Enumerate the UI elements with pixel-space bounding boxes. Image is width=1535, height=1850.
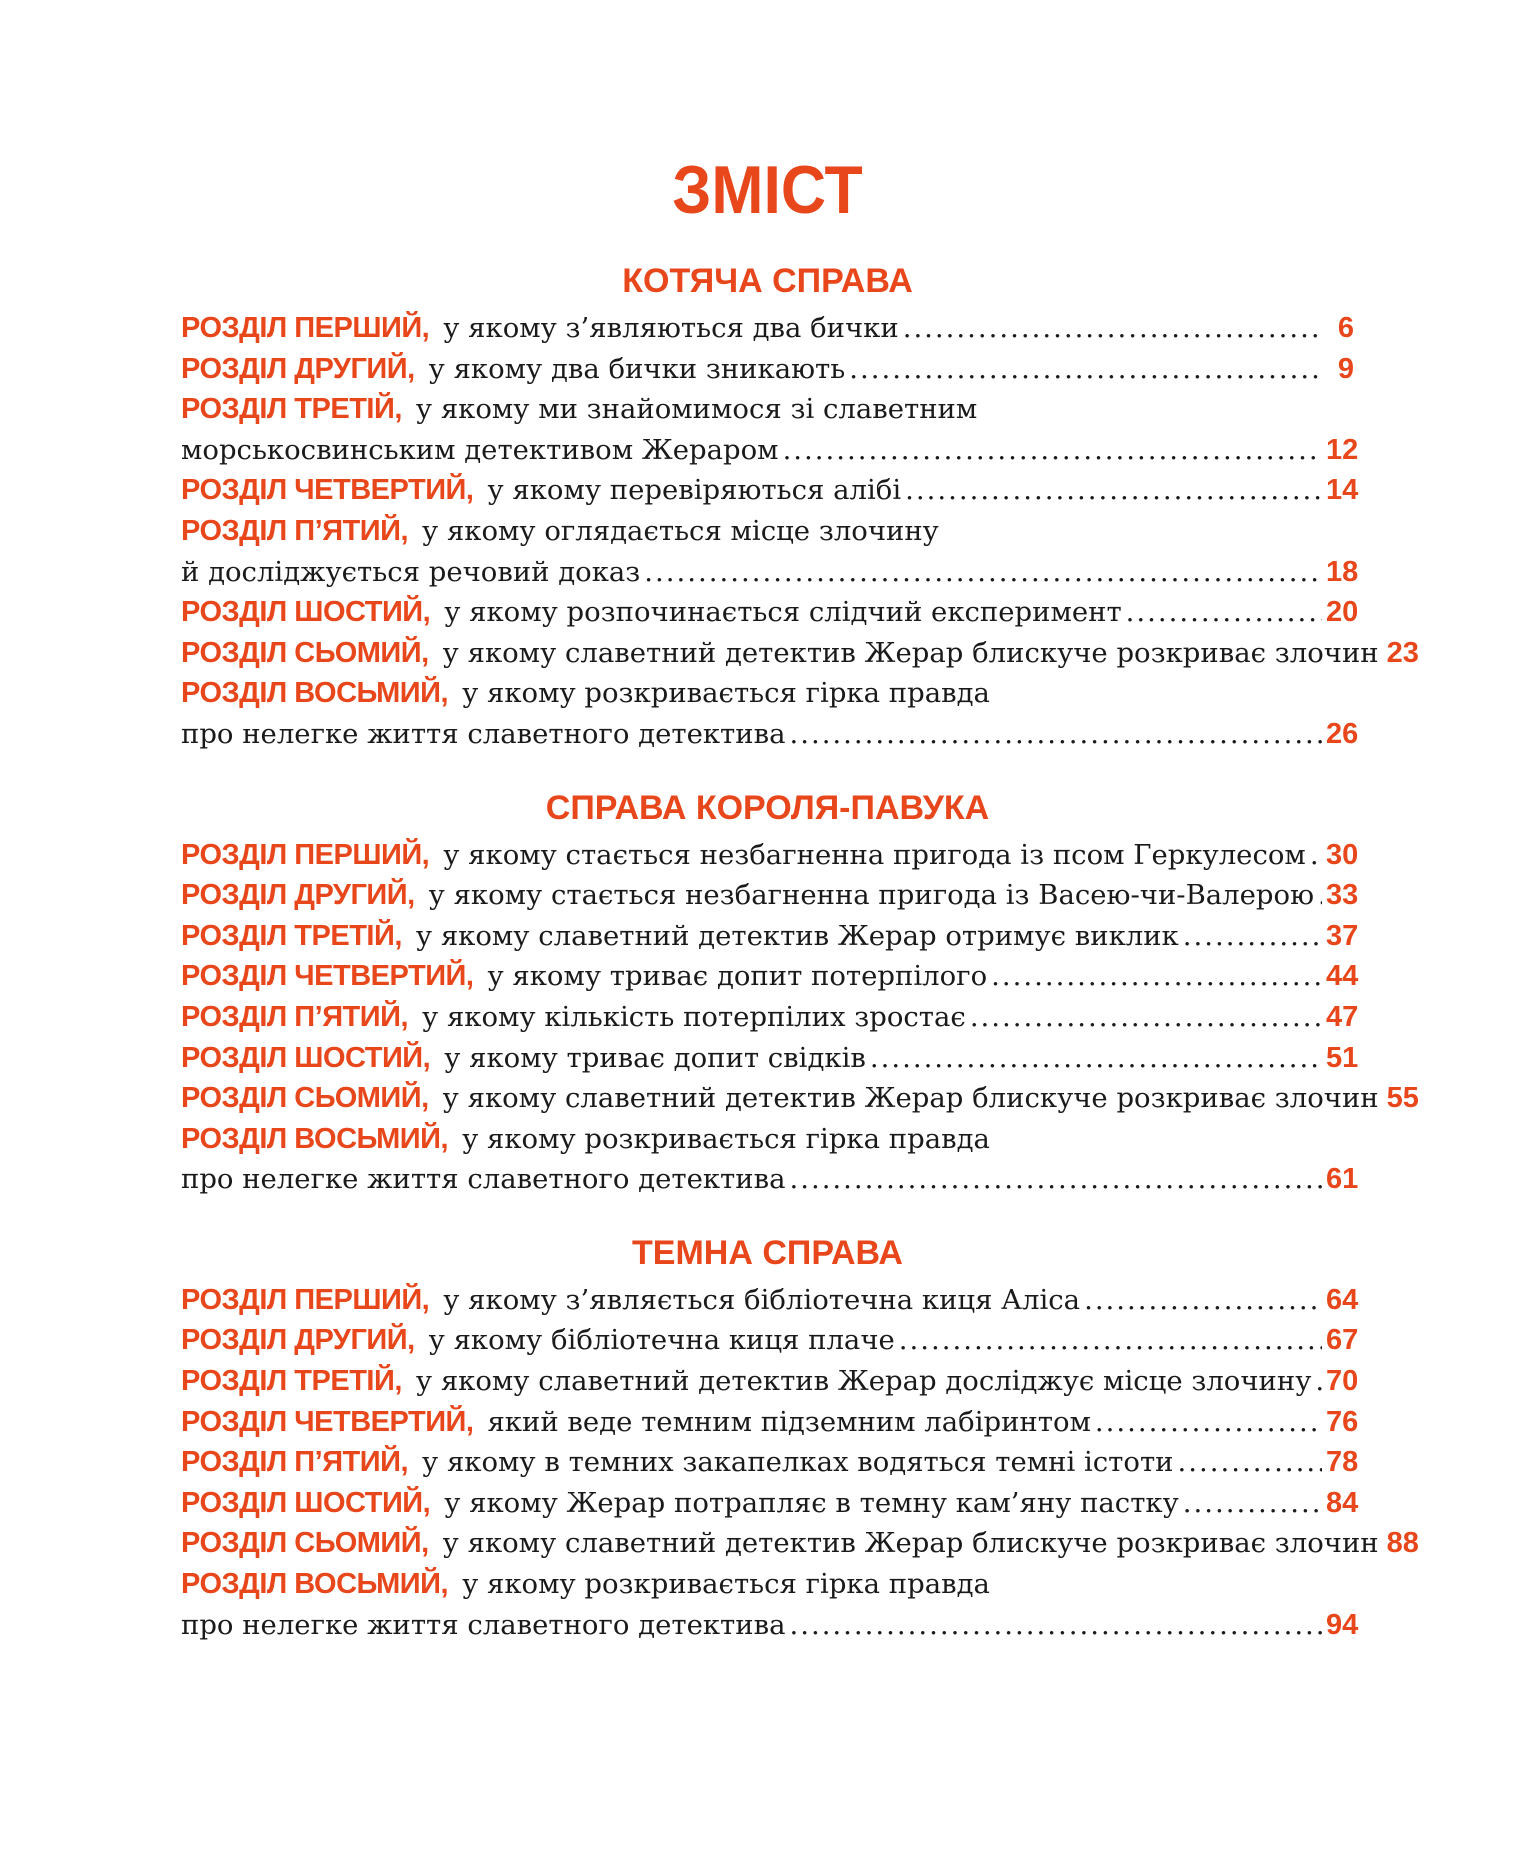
dot-leader xyxy=(849,349,1322,390)
chapter-description: у якому кількість потерпілих зростає xyxy=(422,1000,966,1033)
chapter-label: РОЗДІЛ СЬОМИЙ, xyxy=(181,1527,429,1560)
toc-entry[interactable] xyxy=(181,1038,1359,1079)
page-number: 88 xyxy=(1386,1527,1419,1560)
chapter-label: РОЗДІЛ ПЕРШИЙ, xyxy=(181,1283,430,1316)
chapter-description: у якому оглядається місце злочину xyxy=(422,514,939,547)
toc-entry[interactable] xyxy=(181,875,1359,916)
toc-entry[interactable] xyxy=(181,1361,1359,1402)
dot-leader xyxy=(1183,1483,1322,1524)
toc-entry[interactable] xyxy=(181,997,1359,1038)
toc-entry-row xyxy=(181,389,1354,430)
chapter-label: РОЗДІЛ ДРУГИЙ, xyxy=(181,879,415,912)
table-of-contents xyxy=(181,258,1419,1675)
chapter-label: РОЗДІЛ ДРУГИЙ, xyxy=(181,352,415,385)
dot-leader xyxy=(899,1320,1322,1361)
toc-entry-row xyxy=(181,633,1419,674)
chapter-description: у якому розкривається гірка правда xyxy=(462,1568,990,1601)
toc-section xyxy=(181,785,1419,1200)
chapter-label: РОЗДІЛ СЬОМИЙ, xyxy=(181,636,429,669)
toc-entry-row xyxy=(181,956,1359,997)
chapter-label: РОЗДІЛ П’ЯТИЙ, xyxy=(181,514,409,547)
section-title: ТЕМНА СПРАВА xyxy=(632,1233,903,1272)
toc-entry[interactable] xyxy=(181,835,1359,876)
chapter-description: у якому славетний детектив Жерар досліджує місце злочину xyxy=(415,1365,1312,1398)
toc-entry-row xyxy=(181,470,1359,511)
page-number: 37 xyxy=(1326,919,1359,952)
toc-entry[interactable] xyxy=(181,308,1354,349)
chapter-description: у якому триває допит свідків xyxy=(444,1041,866,1074)
chapter-description: у якому триває допит потерпілого xyxy=(487,960,988,993)
page-number: 23 xyxy=(1386,636,1419,669)
chapter-description: у якому з’являється бібліотечна киця Аліса xyxy=(443,1283,1081,1316)
chapter-label: РОЗДІЛ ТРЕТІЙ, xyxy=(181,393,402,426)
chapter-label: РОЗДІЛ ДРУГИЙ, xyxy=(181,1324,415,1357)
page-number: 76 xyxy=(1326,1405,1359,1438)
page-number: 33 xyxy=(1326,879,1359,912)
toc-entry-row xyxy=(181,1483,1359,1524)
toc-entry-row-continued xyxy=(181,1159,1359,1200)
page-number: 55 xyxy=(1386,1082,1419,1115)
toc-entry-row xyxy=(181,1320,1359,1361)
toc-entry-row xyxy=(181,349,1354,390)
chapter-description: у якому розкривається гірка правда xyxy=(462,1122,990,1155)
toc-entry-row xyxy=(181,997,1359,1038)
chapter-description: у якому бібліотечна киця плаче xyxy=(428,1324,895,1357)
toc-entry-row xyxy=(181,1078,1419,1119)
page-number: 30 xyxy=(1326,838,1359,871)
page-number: 6 xyxy=(1337,312,1354,344)
chapter-description: у якому в темних закапелках водяться темні істоти xyxy=(422,1446,1174,1479)
dot-leader xyxy=(903,308,1322,349)
chapter-description: у якому стається незбагненна пригода із Васею-чи-Валерою xyxy=(428,879,1315,912)
chapter-label: РОЗДІЛ ЧЕТВЕРТИЙ, xyxy=(181,960,474,993)
chapter-description: у якому славетний детектив Жерар блискуче розкриває злочин xyxy=(442,636,1379,669)
chapter-label: РОЗДІЛ ПЕРШИЙ, xyxy=(181,838,430,871)
chapter-description-continued: про нелегке життя славетного детектива xyxy=(181,717,786,750)
dot-leader xyxy=(970,997,1322,1038)
toc-entry[interactable] xyxy=(181,633,1419,674)
toc-entry[interactable] xyxy=(181,1320,1359,1361)
toc-entry-row xyxy=(181,835,1359,876)
chapter-label: РОЗДІЛ ЧЕТВЕРТИЙ, xyxy=(181,1405,474,1438)
page-number: 47 xyxy=(1326,1000,1359,1033)
page-number: 18 xyxy=(1326,555,1359,588)
chapter-description: у якому славетний детектив Жерар блискуче розкриває злочин xyxy=(442,1527,1379,1560)
toc-entry[interactable] xyxy=(181,1402,1359,1443)
dot-leader xyxy=(789,714,1322,755)
toc-section xyxy=(181,1230,1419,1645)
toc-entry-row-continued xyxy=(181,1605,1359,1646)
page-number: 84 xyxy=(1326,1486,1359,1519)
toc-entry[interactable] xyxy=(181,673,1359,754)
dot-leader xyxy=(1178,1442,1323,1483)
page-number: 51 xyxy=(1326,1041,1359,1074)
toc-entry-row xyxy=(181,592,1359,633)
chapter-description-continued: про нелегке життя славетного детектива xyxy=(181,1608,786,1641)
page-title: ЗМІСТ xyxy=(672,152,863,228)
toc-entry[interactable] xyxy=(181,349,1354,390)
toc-entry-row-continued xyxy=(181,714,1359,755)
page-number: 12 xyxy=(1326,433,1359,466)
dot-leader xyxy=(1126,592,1322,633)
page-number: 70 xyxy=(1326,1365,1359,1398)
toc-entry[interactable] xyxy=(181,1523,1419,1564)
chapter-description: у якому славетний детектив Жерар блискуче розкриває злочин xyxy=(442,1082,1379,1115)
chapter-description: у якому розкривається гірка правда xyxy=(462,677,990,710)
chapter-description: у якому славетний детектив Жерар отримує виклик xyxy=(415,919,1179,952)
toc-entry[interactable] xyxy=(181,470,1359,511)
toc-entry-row xyxy=(181,916,1359,957)
dot-leader xyxy=(1318,875,1322,916)
toc-entry-row xyxy=(181,1442,1359,1483)
chapter-description: у якому Жерар потрапляє в темну кам’яну пастку xyxy=(444,1486,1179,1519)
dot-leader xyxy=(1095,1402,1322,1443)
toc-entry[interactable] xyxy=(181,956,1359,997)
dot-leader xyxy=(789,1159,1322,1200)
toc-entry[interactable] xyxy=(181,1280,1359,1321)
page-number: 44 xyxy=(1326,960,1359,993)
chapter-description-continued: про нелегке життя славетного детектива xyxy=(181,1163,786,1196)
chapter-label: РОЗДІЛ ВОСЬМИЙ, xyxy=(181,677,449,710)
toc-entry-row xyxy=(181,1402,1359,1443)
chapter-description: у якому з’являються два бички xyxy=(443,312,899,344)
dot-leader xyxy=(1084,1280,1322,1321)
chapter-label: РОЗДІЛ П’ЯТИЙ, xyxy=(181,1446,409,1479)
toc-entry[interactable] xyxy=(181,916,1359,957)
chapter-label: РОЗДІЛ ТРЕТІЙ, xyxy=(181,919,402,952)
chapter-label: РОЗДІЛ ШОСТИЙ, xyxy=(181,1486,431,1519)
chapter-label: РОЗДІЛ ВОСЬМИЙ, xyxy=(181,1568,449,1601)
dot-leader xyxy=(1310,835,1322,876)
toc-entry[interactable] xyxy=(181,1442,1359,1483)
section-title: СПРАВА КОРОЛЯ-ПАВУКА xyxy=(545,788,990,827)
chapter-label: РОЗДІЛ ТРЕТІЙ, xyxy=(181,1365,402,1398)
page-number: 67 xyxy=(1326,1324,1359,1357)
toc-entry[interactable] xyxy=(181,389,1359,470)
chapter-label: РОЗДІЛ ЧЕТВЕРТИЙ, xyxy=(181,474,474,507)
toc-entry-row xyxy=(181,1564,1354,1605)
dot-leader xyxy=(991,956,1322,997)
toc-entry[interactable] xyxy=(181,592,1359,633)
page-number: 14 xyxy=(1326,474,1359,507)
toc-entry-row xyxy=(181,308,1354,349)
toc-entry[interactable] xyxy=(181,1119,1359,1200)
toc-entry[interactable] xyxy=(181,1483,1359,1524)
chapter-label: РОЗДІЛ ВОСЬМИЙ, xyxy=(181,1122,449,1155)
toc-entry-row-continued xyxy=(181,430,1359,471)
toc-section xyxy=(181,258,1419,755)
toc-entry[interactable] xyxy=(181,1078,1419,1119)
chapter-label: РОЗДІЛ СЬОМИЙ, xyxy=(181,1082,429,1115)
page-number: 94 xyxy=(1326,1608,1359,1641)
chapter-description: який веде темним підземним лабіринтом xyxy=(487,1405,1091,1438)
chapter-description: у якому два бички зникають xyxy=(428,352,846,385)
page-number: 64 xyxy=(1326,1283,1359,1316)
chapter-description-continued: й досліджується речовий доказ xyxy=(181,555,641,588)
toc-entry-row xyxy=(181,511,1354,552)
dot-leader xyxy=(870,1038,1322,1079)
dot-leader xyxy=(1315,1361,1322,1402)
page-number: 78 xyxy=(1326,1446,1359,1479)
toc-entry-row xyxy=(181,875,1359,916)
dot-leader xyxy=(789,1605,1322,1646)
dot-leader xyxy=(644,552,1322,593)
toc-entry-row xyxy=(181,1038,1359,1079)
chapter-description: у якому стається незбагненна пригода із псом Геркулесом xyxy=(443,838,1306,871)
chapter-label: РОЗДІЛ П’ЯТИЙ, xyxy=(181,1000,409,1033)
chapter-description-continued: морськосвинським детективом Жераром xyxy=(181,433,779,466)
chapter-description: у якому перевіряються алібі xyxy=(487,474,902,507)
section-title: КОТЯЧА СПРАВА xyxy=(622,262,913,300)
toc-entry-row-continued xyxy=(181,552,1359,593)
dot-leader xyxy=(905,470,1322,511)
toc-entry[interactable] xyxy=(181,511,1359,592)
page-number: 9 xyxy=(1337,352,1354,385)
chapter-label: РОЗДІЛ ПЕРШИЙ, xyxy=(181,312,430,344)
toc-entry-row xyxy=(181,673,1354,714)
page-number: 61 xyxy=(1326,1163,1359,1196)
toc-entry[interactable] xyxy=(181,1564,1359,1645)
chapter-description: у якому ми знайомимося зі славетним xyxy=(415,393,978,426)
dot-leader xyxy=(1183,916,1322,957)
toc-entry-row xyxy=(181,1280,1359,1321)
page-number: 20 xyxy=(1326,596,1359,629)
toc-entry-row xyxy=(181,1523,1419,1564)
chapter-label: РОЗДІЛ ШОСТИЙ, xyxy=(181,596,431,629)
chapter-label: РОЗДІЛ ШОСТИЙ, xyxy=(181,1041,431,1074)
toc-entry-row xyxy=(181,1119,1354,1160)
toc-entry-row xyxy=(181,1361,1359,1402)
dot-leader xyxy=(783,430,1322,471)
page-number: 26 xyxy=(1326,717,1359,750)
chapter-description: у якому розпочинається слідчий експеримент xyxy=(444,596,1122,629)
